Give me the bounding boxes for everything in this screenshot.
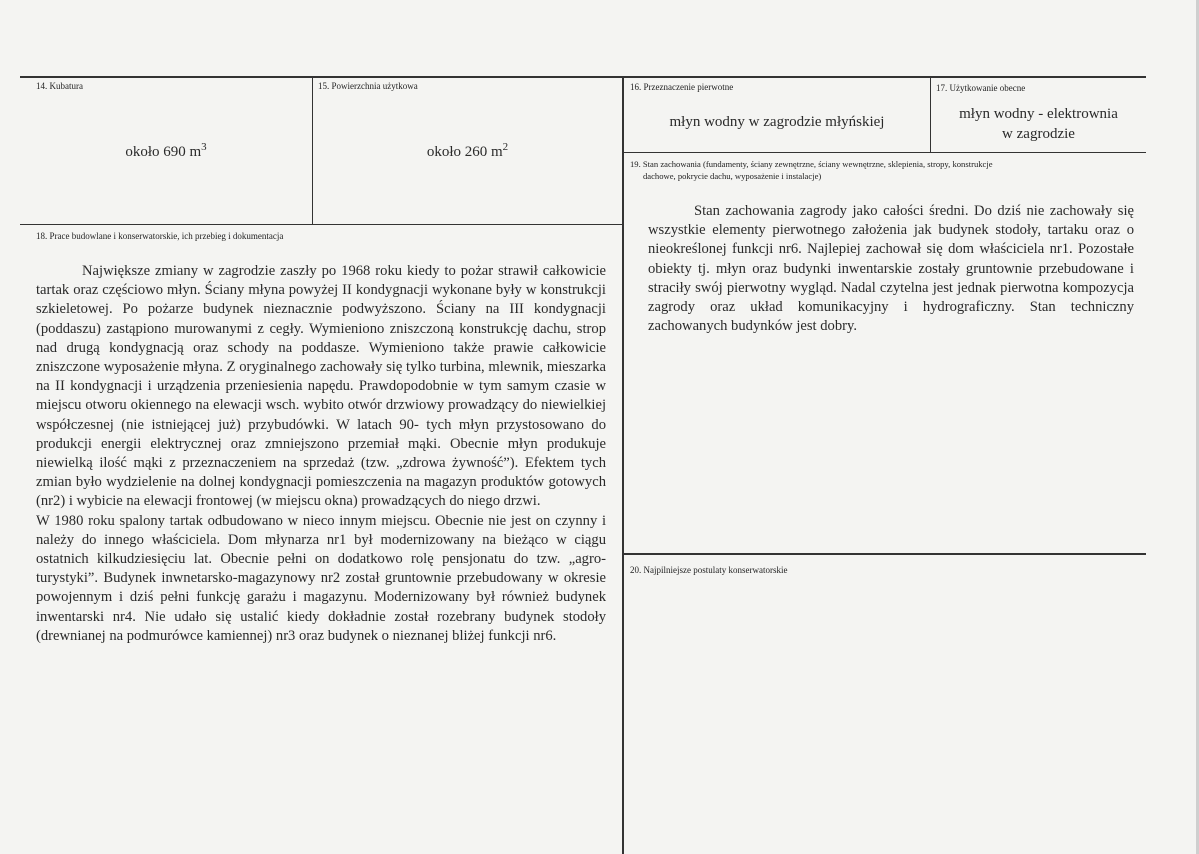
field-18-label: 18. Prace budowlane i konserwatorskie, ich przebieg i dokumentacja <box>36 231 284 241</box>
field-19-label-line1: 19. Stan zachowania (fundamenty, ściany zewnętrzne, ściany wewnętrzne, sklepienia, stropy, konstrukcje <box>630 159 993 169</box>
field-19-text <box>648 202 1134 336</box>
center-divider <box>622 76 624 854</box>
top-rule <box>20 76 1146 78</box>
field-14-label: 14. Kubatura <box>36 81 83 91</box>
field-18-paragraph-1: Największe zmiany w zagrodzie zaszły po 1968 roku kiedy to pożar strawił całkowicie tartak oraz częściowo młyn. Ściany młyna powyżej II kondygnacji wykonane były w konstrukcji szkieletowej. Po pożarze budynek nieznacznie podwyższono. Ściany na III kondygnacji (poddaszu) zastąpiono murowanymi z cegły. Wymieniono zniszczoną konstrukcję dachu, strop nad drugą kondygnacją oraz schody na poddasze. Wymieniono także prawie całkowicie zniszczone wyposażenie młyna. Z oryginalnego zachowały się tylko turbina, mlewnik, mieszarka na II kondygnacji i urządzenia przeniesienia napędu. Prawdopodobnie w tym samym czasie w miejscu otworu okiennego na elewacji wsch. wybito otwór drzwiowy prowadzący do niewielkiej współczesnej (nie istniejącej już) przybudówki. W latach 90- tych młyn przystosowano do produkcji energii elektrycznej oraz zmniejszono przemiał mąki. Obecnie młyn produkuje niewielką ilość mąki z przeznaczeniem na sprzedaż (tzw. „zdrowa żywność”). Efektem tych zmian było wydzielenie na dolnej kondygnacji pomieszczenia na magazyn produktów gotowych (nr2) i wybicie na elewacji frontowej (w miejscu okna) prowadzących do niego drzwi. <box>36 263 606 510</box>
field-14-value-text: około 690 m <box>125 144 202 160</box>
field-15-value <box>313 141 622 161</box>
field-19-label-line2: dachowe, pokrycie dachu, wyposażenie i instalacje) <box>643 171 822 181</box>
field-15-value-sup: 2 <box>502 141 509 153</box>
field-16-value: młyn wodny w zagrodzie młyńskiej <box>669 114 885 130</box>
field-19-paragraph: Stan zachowania zagrody jako całości średni. Do dziś nie zachowały się wszystkie elementy pierwotnego założenia jak budynek stodoły, tartaku oraz o nieokreślonej funkcji nr6. Najlepiej zachował się dom właściciela nr1. Pozostałe obiekty tj. młyn oraz budynki inwentarskie zostały gruntownie przebudowane i straciły swój pierwotny wygląd. Nadal czytelna jest jednak pierwotna kompozycja zagrody oraz układ komunikacyjny i hydrograficzny. Stan techniczny zachowanych budynków jest dobry. <box>648 203 1134 335</box>
field-18-paragraph-2: W 1980 roku spalony tartak odbudowano w nieco innym miejscu. Obecnie nie jest on czynny i należy do innego właściciela. Dom młynarza nr1 był modernizowany na bieżąco w ciągu ostatnich kilkudziesięciu lat. Obecnie pełni on dodatkowo rolę pensjonatu do tzw. „agro- turystyki”. Budynek inwnetarsko-magazynowy nr2 został gruntownie przebudowany w okresie powojennym i dziś pełni funkcję garażu i magazynu. Modernizowany był również budynek inwentarski nr4. Nie udało się ustalić kiedy dokładnie został rozebrany budynek stodoły (drewnianej na podmurówce kamiennej) nr3 oraz budynek o nieznanej bliżej funkcji nr6. <box>36 512 606 644</box>
field-17-value-line1: młyn wodny - elektrownia <box>959 106 1118 122</box>
field-20-label: 20. Najpilniejsze postulaty konserwatorskie <box>630 565 788 575</box>
field-17-value <box>931 104 1146 144</box>
rule-above-20 <box>623 553 1146 555</box>
field-14-value <box>20 141 312 161</box>
field-16-label: 16. Przeznaczenie pierwotne <box>630 82 734 92</box>
rule-above-19 <box>623 152 1146 153</box>
field-14-value-sup: 3 <box>201 141 207 153</box>
field-15-label: 15. Powierzchnia użytkowa <box>318 81 418 91</box>
rule-above-18 <box>20 224 623 225</box>
field-18-text <box>36 262 606 646</box>
field-15-value-text: około 260 m <box>426 144 503 160</box>
field-17-value-line2: w zagrodzie <box>1002 126 1075 142</box>
field-17-label: 17. Użytkowanie obecne <box>936 83 1026 93</box>
